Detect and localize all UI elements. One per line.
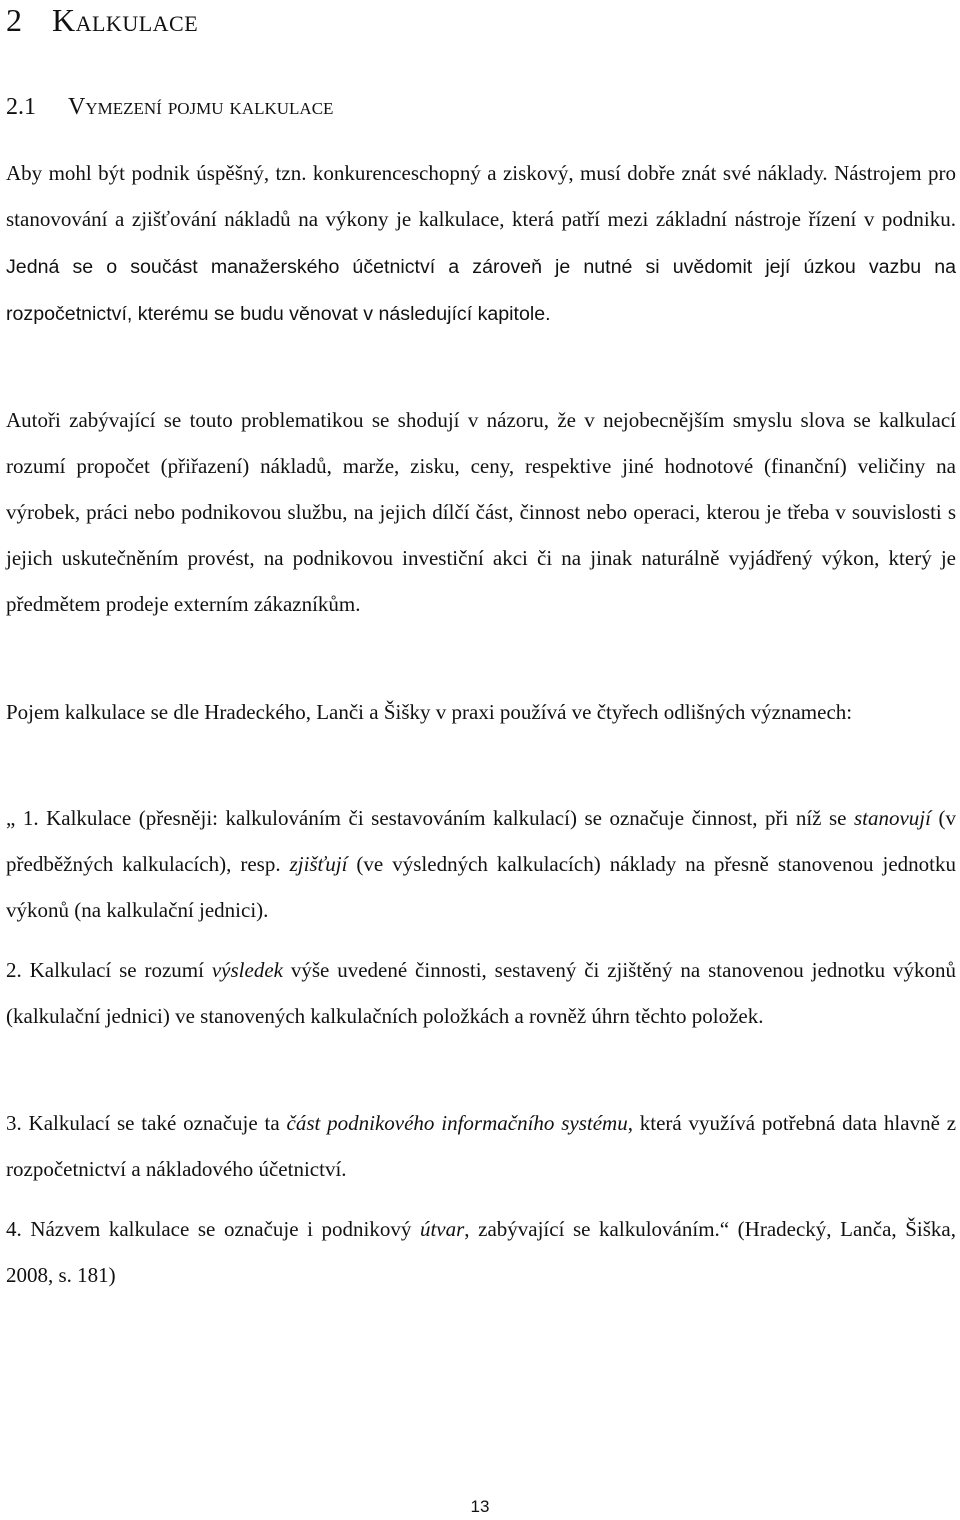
list-item-2-emphasis: výsledek [211,958,283,982]
list-item-1-text-a: „ 1. Kalkulace (přesněji: kalkulováním či sestavováním kalkulací) se označuje činnost, při níž se [6,806,854,830]
chapter-heading [6,0,198,40]
list-item-2-text-b: výše uvedené činnosti, sestavený či zjištěný na stanovenou jednotku výkonů (kalkulační jednici) ve stanovených kalkulačních položkách a rovněž úhrn těchto položek. [6,958,956,1028]
list-item-4-text-a: 4. Názvem kalkulace se označuje i podnikový [6,1217,420,1241]
list-item-4-text-b: , zabývající se kalkulováním.“ (Hradecký, Lanča, Šiška, 2008, s. 181) [6,1217,956,1287]
section-number: 2.1 [6,94,36,120]
section-title: Vymezení pojmu kalkulace [68,94,334,120]
chapter-title: Kalkulace [52,2,199,38]
paragraph-intro-sans: Jedná se o součást manažerského účetnictví a zároveň je nutné si uvědomit její úzkou vazbu na rozpočetnictví, kterému se budu věnovat v následující kapitole. [6,256,956,325]
list-item-2 [6,947,956,1039]
list-item-4 [6,1206,956,1298]
list-item-3-text-b: , která využívá potřebná data hlavně z rozpočetnictví a nákladového účetnictví. [6,1111,957,1181]
list-item-3-text-a: 3. Kalkulací se také označuje ta [6,1111,287,1135]
list-item-4-emphasis: útvar [419,1217,465,1241]
page-number: 13 [470,1497,490,1516]
chapter-number: 2 [6,2,22,38]
list-item-1-emphasis-1: stanovují [853,806,931,830]
list-item-1 [6,795,956,933]
list-item-2-text-a: 2. Kalkulací se rozumí [6,958,212,982]
paragraph-intro-serif: Aby mohl být podnik úspěšný, tzn. konkurenceschopný a ziskový, musí dobře znát své náklady. Nástrojem pro stanovování a zjišťování nákladů na výkony je kalkulace, která patří mezi základní nástroje řízení v podniku. [6,161,956,231]
paragraph-intro [6,150,956,337]
list-item-1-emphasis-2: zjišťují [289,852,348,876]
list-item-1-text-b: (v předběžných kalkulacích), resp. [6,806,956,876]
paragraph-meanings-intro: Pojem kalkulace se dle Hradeckého, Lanči a Šišky v praxi používá ve čtyřech odlišných významech: [6,700,853,724]
section-heading [6,90,333,124]
list-item-3-emphasis: část podnikového informačního systému [286,1111,628,1135]
paragraph-definition: Autoři zabývající se touto problematikou se shodují v názoru, že v nejobecnějším smyslu slova se kalkulací rozumí propočet (přiřazení) nákladů, marže, zisku, ceny, respektive jiné hodnotové (finanční) veličiny na výrobek, práci nebo podnikovou službu, na jejich dílčí část, činnost nebo operaci, kterou je třeba v souvislosti s jejich uskutečněním provést, na podnikovou investiční akci či na jinak naturálně vyjádřený výkon, který je předmětem prodeje externím zákazníkům. [6,408,956,616]
list-item-1-text-c: (ve výsledných kalkulacích) náklady na přesně stanovenou jednotku výkonů (na kalkulační jednici). [6,852,957,922]
list-item-3 [6,1100,956,1192]
